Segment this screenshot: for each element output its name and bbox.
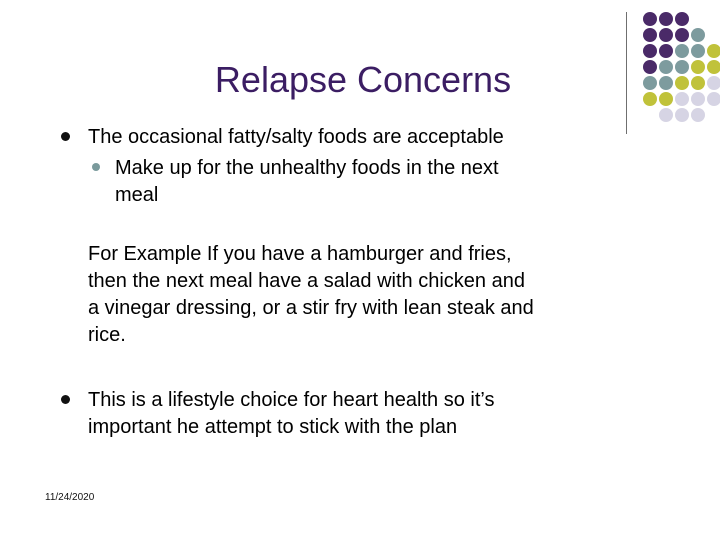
decor-dot [691,28,705,42]
slide-title: Relapse Concerns [214,59,512,100]
decor-dot [707,60,720,74]
bullet-icon [61,395,70,404]
decor-dot [675,92,689,106]
decor-dot [707,76,720,90]
decor-dot [659,92,673,106]
decor-dot [691,92,705,106]
example-text-line1: For Example If you have a hamburger and fries, [88,243,512,265]
decor-dot [659,60,673,74]
bullet-text-line1: This is a lifestyle choice for heart health so it’s [88,389,495,411]
decor-dot [659,28,673,42]
decor-dot [675,12,689,26]
slide-date: 11/24/2020 [45,492,95,503]
decor-dot [675,76,689,90]
sub-bullet-text-line2: meal [115,184,159,206]
decor-dot [691,60,705,74]
example-text-line2: then the next meal have a salad with chicken and [88,270,525,292]
decor-dot [707,92,720,106]
decorative-dot-grid [640,12,720,122]
sub-bullet-text-line1: Make up for the unhealthy foods in the next [115,157,499,179]
decor-dot [659,12,673,26]
decor-dot [643,12,657,26]
decor-dot [691,108,705,122]
decor-dot [643,76,657,90]
decor-dot [659,76,673,90]
example-text-line3: a vinegar dressing, or a stir fry with lean steak and [88,297,534,319]
decor-dot [659,44,673,58]
decor-dot [675,108,689,122]
decor-dot [691,44,705,58]
example-text-line4: rice. [88,324,126,346]
bullet-text-line2: important he attempt to stick with the plan [88,416,458,438]
decor-dot [691,76,705,90]
decor-dot [675,44,689,58]
decor-dot [643,60,657,74]
bullet-icon [61,132,70,141]
decor-dot [675,28,689,42]
decor-dot [643,92,657,106]
decor-dot [659,108,673,122]
decor-dot [643,28,657,42]
bullet-text: The occasional fatty/salty foods are acceptable [88,126,504,148]
sub-bullet-icon [92,163,100,171]
decorative-divider [626,12,627,134]
decor-dot [643,44,657,58]
decor-dot [675,60,689,74]
decor-dot [707,44,720,58]
